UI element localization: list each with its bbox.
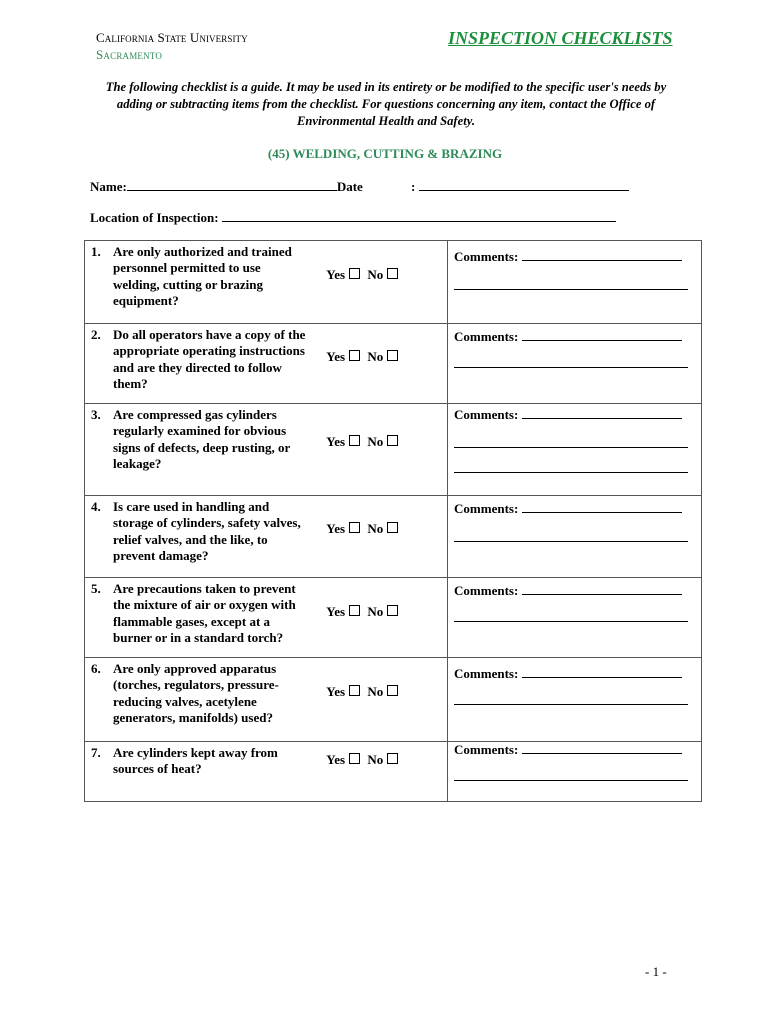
comments-cell bbox=[448, 578, 702, 658]
question-number: 3. bbox=[91, 407, 101, 422]
no-checkbox[interactable] bbox=[387, 685, 398, 696]
comments-extra-line[interactable] bbox=[454, 367, 688, 368]
question-number: 2. bbox=[91, 327, 101, 342]
no-label: No bbox=[367, 434, 384, 449]
question-cell bbox=[85, 578, 316, 658]
yes-no-cell bbox=[315, 742, 447, 802]
intro-paragraph: The following checklist is a guide. It may be used in its entirety or be modified to the specific user's needs by adding or subtracting items from the checklist. For questions concerning any item, contact the Office of Environmental Health and Safety. bbox=[105, 80, 667, 128]
question-text: Are precautions taken to prevent the mixture of air or oxygen with flammable gases, except at a burner or in a standard torch? bbox=[113, 581, 296, 645]
checklist-table bbox=[84, 240, 702, 802]
comments-cell bbox=[448, 742, 702, 802]
no-label: No bbox=[367, 604, 384, 619]
comments-label: Comments: bbox=[454, 329, 519, 344]
no-label: No bbox=[367, 267, 384, 282]
comments-field[interactable] bbox=[448, 666, 701, 682]
question-number: 6. bbox=[91, 661, 101, 676]
yes-no-cell bbox=[315, 241, 447, 324]
comments-line[interactable] bbox=[522, 677, 682, 678]
yes-no-cell bbox=[315, 496, 447, 578]
no-checkbox[interactable] bbox=[387, 435, 398, 446]
date-label: Date bbox=[336, 179, 363, 194]
page-number: - 1 - bbox=[645, 964, 667, 979]
university-line2: Sacramento bbox=[96, 47, 163, 62]
comments-extra-line[interactable] bbox=[454, 621, 688, 622]
date-colon: : bbox=[411, 179, 416, 194]
location-field[interactable] bbox=[90, 210, 616, 226]
question-cell bbox=[85, 742, 316, 802]
yes-checkbox[interactable] bbox=[349, 685, 360, 696]
yes-checkbox[interactable] bbox=[349, 605, 360, 616]
comments-extra-line[interactable] bbox=[454, 447, 688, 448]
no-checkbox[interactable] bbox=[387, 268, 398, 279]
yes-checkbox[interactable] bbox=[349, 522, 360, 533]
yes-label: Yes bbox=[326, 267, 346, 282]
checklist-row bbox=[85, 658, 702, 742]
checklist-row bbox=[85, 742, 702, 802]
comments-line[interactable] bbox=[522, 260, 682, 261]
comments-field[interactable] bbox=[448, 329, 701, 345]
university-line1: California State University bbox=[96, 30, 248, 45]
comments-label: Comments: bbox=[454, 666, 519, 681]
question-text: Do all operators have a copy of the appropriate operating instructions and are they directed to follow them? bbox=[113, 327, 306, 391]
yes-no-cell bbox=[315, 578, 447, 658]
no-label: No bbox=[367, 684, 384, 699]
no-label: No bbox=[367, 349, 384, 364]
comments-extra-line[interactable] bbox=[454, 780, 688, 781]
yes-checkbox[interactable] bbox=[349, 435, 360, 446]
yes-no-cell bbox=[315, 404, 447, 496]
yes-no-cell bbox=[315, 658, 447, 742]
comments-field[interactable] bbox=[448, 501, 701, 517]
no-checkbox[interactable] bbox=[387, 350, 398, 361]
name-line[interactable] bbox=[127, 190, 337, 191]
comments-cell bbox=[448, 496, 702, 578]
comments-line[interactable] bbox=[522, 340, 682, 341]
question-number: 1. bbox=[91, 244, 101, 259]
date-field[interactable] bbox=[411, 179, 629, 195]
question-text: Are only approved apparatus (torches, regulators, pressure-reducing valves, acetylene generators, manifolds) used? bbox=[113, 661, 279, 725]
question-text: Are cylinders kept away from sources of heat? bbox=[113, 745, 278, 777]
no-checkbox[interactable] bbox=[387, 522, 398, 533]
no-checkbox[interactable] bbox=[387, 605, 398, 616]
yes-label: Yes bbox=[326, 752, 346, 767]
question-number: 4. bbox=[91, 499, 101, 514]
section-title: (45) WELDING, CUTTING & BRAZING bbox=[267, 146, 503, 161]
checklist-row bbox=[85, 324, 702, 404]
comments-cell bbox=[448, 241, 702, 324]
comments-label: Comments: bbox=[454, 249, 519, 264]
date-line[interactable] bbox=[419, 190, 629, 191]
comments-cell bbox=[448, 404, 702, 496]
comments-label: Comments: bbox=[454, 407, 519, 422]
question-text: Are only authorized and trained personnel permitted to use welding, cutting or brazing equipment? bbox=[113, 244, 292, 308]
checklist-row bbox=[85, 241, 702, 324]
comments-label: Comments: bbox=[454, 501, 519, 516]
location-label: Location of Inspection: bbox=[90, 210, 219, 225]
comments-field[interactable] bbox=[448, 407, 701, 423]
comments-line[interactable] bbox=[522, 418, 682, 419]
location-line[interactable] bbox=[222, 221, 616, 222]
checklist-row bbox=[85, 496, 702, 578]
yes-label: Yes bbox=[326, 349, 346, 364]
checklist-row bbox=[85, 578, 702, 658]
question-cell bbox=[85, 496, 316, 578]
university-name bbox=[96, 29, 248, 63]
comments-extra-line[interactable] bbox=[454, 472, 688, 473]
comments-line[interactable] bbox=[522, 753, 682, 754]
question-cell bbox=[85, 404, 316, 496]
no-label: No bbox=[367, 752, 384, 767]
comments-cell bbox=[448, 324, 702, 404]
comments-field[interactable] bbox=[448, 583, 701, 599]
no-label: No bbox=[367, 521, 384, 536]
yes-label: Yes bbox=[326, 434, 346, 449]
question-number: 5. bbox=[91, 581, 101, 596]
comments-line[interactable] bbox=[522, 512, 682, 513]
yes-checkbox[interactable] bbox=[349, 350, 360, 361]
comments-field[interactable] bbox=[448, 742, 701, 758]
question-cell bbox=[85, 241, 316, 324]
document-title: INSPECTION CHECKLISTS bbox=[448, 28, 673, 48]
comments-label: Comments: bbox=[454, 742, 519, 757]
yes-no-cell bbox=[315, 324, 447, 404]
question-cell bbox=[85, 658, 316, 742]
comments-extra-line[interactable] bbox=[454, 541, 688, 542]
yes-checkbox[interactable] bbox=[349, 753, 360, 764]
question-number: 7. bbox=[91, 745, 101, 760]
name-field[interactable] bbox=[90, 179, 363, 195]
question-text: Are compressed gas cylinders regularly examined for obvious signs of defects, deep rusting, or leakage? bbox=[113, 407, 291, 471]
comments-line[interactable] bbox=[522, 594, 682, 595]
yes-label: Yes bbox=[326, 684, 346, 699]
comments-label: Comments: bbox=[454, 583, 519, 598]
yes-label: Yes bbox=[326, 604, 346, 619]
checklist-row bbox=[85, 404, 702, 496]
yes-label: Yes bbox=[326, 521, 346, 536]
comments-extra-line[interactable] bbox=[454, 289, 688, 290]
question-text: Is care used in handling and storage of cylinders, safety valves, relief valves, and the like, to prevent damage? bbox=[113, 499, 301, 563]
no-checkbox[interactable] bbox=[387, 753, 398, 764]
question-cell bbox=[85, 324, 316, 404]
comments-field[interactable] bbox=[448, 249, 701, 265]
name-label: Name: bbox=[90, 179, 127, 194]
comments-cell bbox=[448, 658, 702, 742]
yes-checkbox[interactable] bbox=[349, 268, 360, 279]
comments-extra-line[interactable] bbox=[454, 704, 688, 705]
